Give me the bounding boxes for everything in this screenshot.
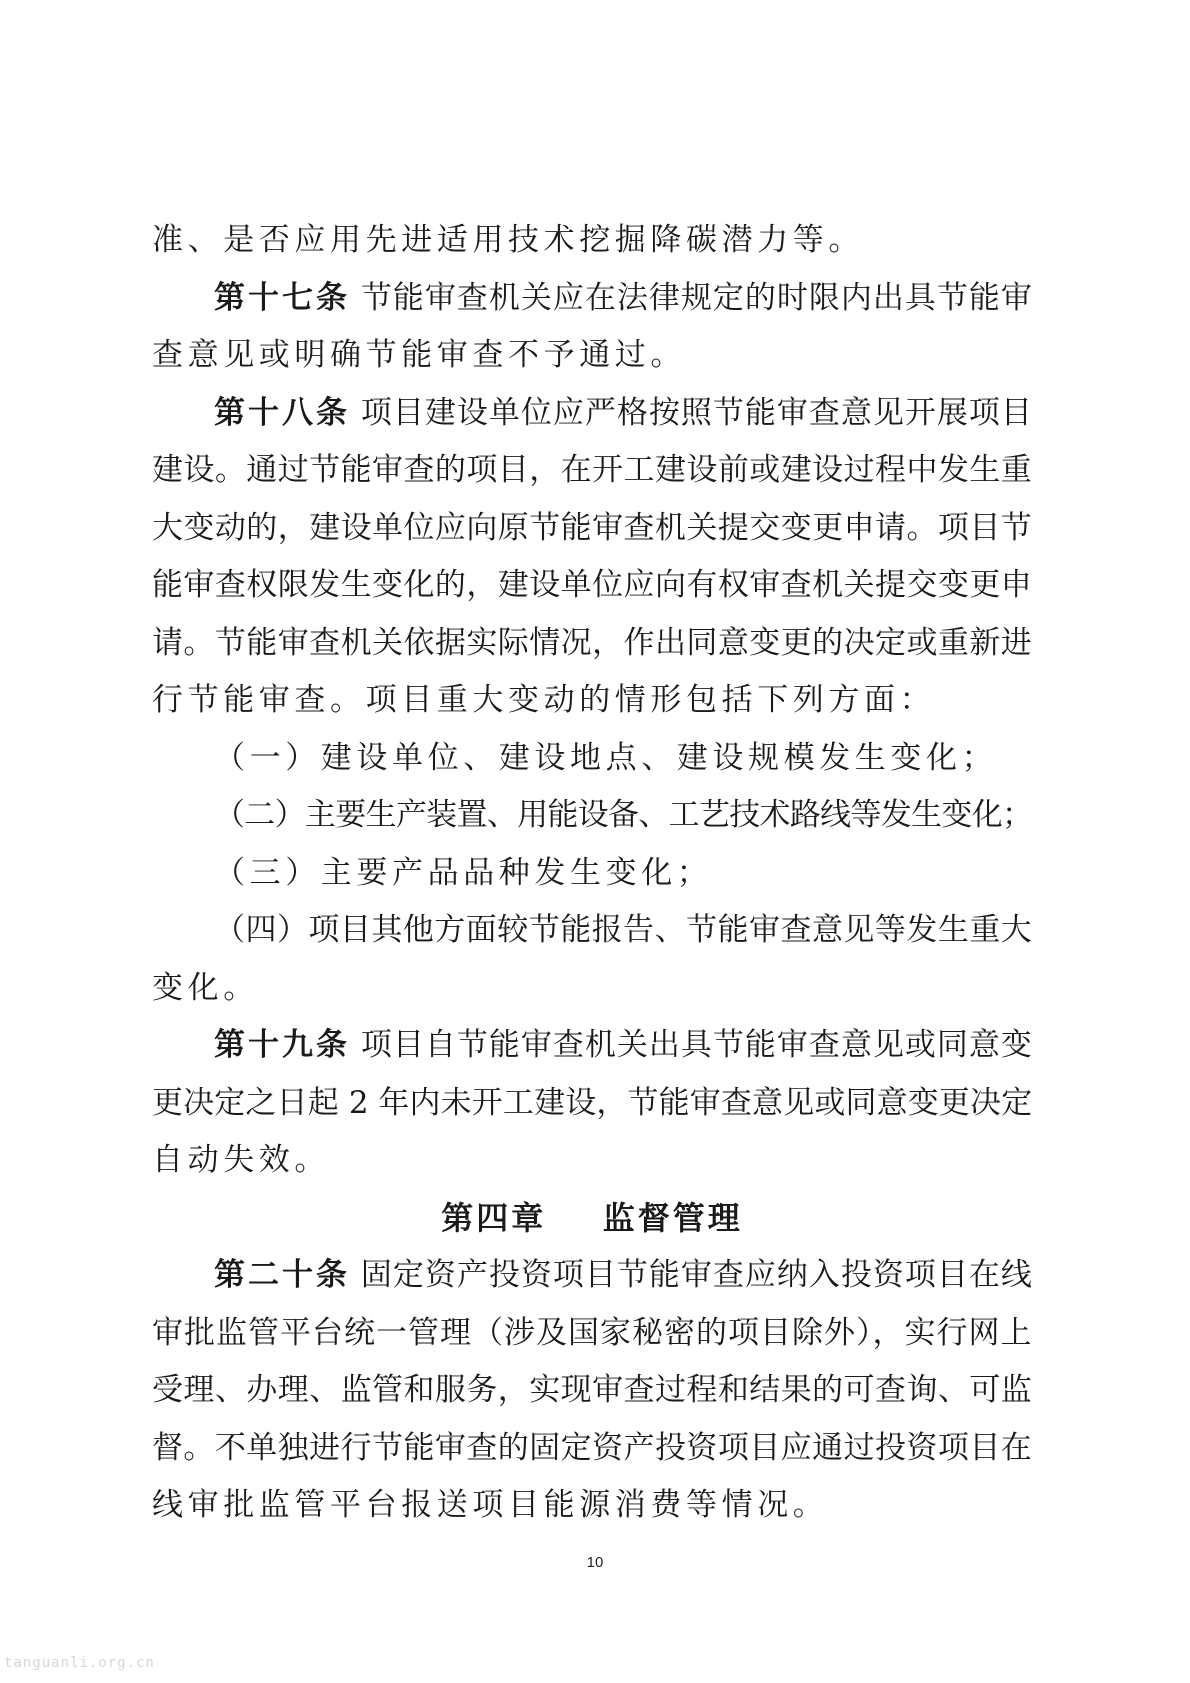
list-item: （三）主要产品品种发生变化； [214, 854, 713, 891]
page-content [152, 212, 1032, 1535]
article-heading: 第二十条 [214, 1257, 350, 1293]
text-line: 自动失效。 [152, 1142, 330, 1178]
text-line: 变化。 [152, 969, 259, 1006]
text-line: 受理、办理、监管和服务，实现审查过程和结果的可查询、可监 [152, 1372, 1032, 1408]
text-line: 督。不单独进行节能审查的固定资产投资项目应通过投资项目在 [152, 1429, 1032, 1466]
list-item: （四）项目其他方面较节能报告、节能审查意见等发生重大 [214, 912, 1032, 948]
article-heading: 第十七条 [214, 279, 350, 316]
text-line: 审批监管平台统一管理（涉及国家秘密的项目除外），实行网上 [152, 1314, 1033, 1351]
article-19: 第十九条 项目自节能审查机关出具节能审查意见或同意变 [214, 1027, 1033, 1063]
text-line: 更决定之日起 2 年内未开工建设，节能审查意见或同意变更决定 [152, 1084, 1032, 1121]
page-number: 10 [586, 1554, 604, 1571]
article-heading: 第十九条 [214, 1027, 350, 1063]
article-heading: 第十八条 [214, 394, 350, 431]
text-line: 请。节能审查机关依据实际情况，作出同意变更的决定或重新进 [152, 624, 1032, 661]
text-line: 行节能审查。项目重大变动的情形包括下列方面： [152, 682, 936, 718]
text-line: 准、是否应用先进适用技术挖掘降碳潜力等。 [152, 222, 864, 258]
text-line: 查意见或明确节能审查不予通过。 [152, 337, 686, 373]
watermark: tanguanli.org.cn [4, 1655, 155, 1671]
chapter-title: 第四章 监督管理 [441, 1198, 743, 1237]
text-line: 建设。通过节能审查的项目，在开工建设前或建设过程中发生重 [152, 452, 1032, 488]
list-item: （一）建设单位、建设地点、建设规模发生变化； [214, 739, 998, 776]
text-line: 大变动的，建设单位应向原节能审查机关提交变更申请。项目节 [152, 509, 1032, 546]
text-line: 能审查权限发生变化的，建设单位应向有权审查机关提交变更申 [152, 567, 1032, 603]
article-20: 第二十条 固定资产投资项目节能审查应纳入投资项目在线 [214, 1257, 1033, 1293]
text-line: 线审批监管平台报送项目能源消费等情况。 [152, 1487, 829, 1523]
article-18: 第十八条 项目建设单位应严格按照节能审查意见开展项目 [214, 394, 1033, 431]
article-17: 第十七条 节能审查机关应在法律规定的时限内出具节能审 [214, 279, 1033, 316]
list-item: （二）主要生产装置、用能设备、工艺技术路线等发生变化； [214, 797, 1032, 833]
